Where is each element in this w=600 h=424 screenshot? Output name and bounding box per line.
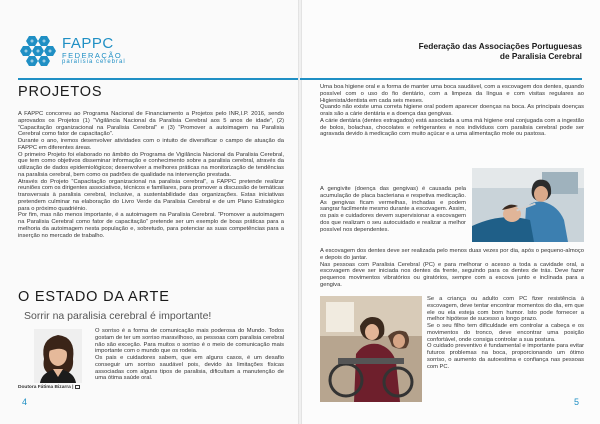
right-mid-text: [320, 186, 466, 233]
projetos-paragraph: Através do Projeto “Capacitação organizacional na paralisia cerebral”, a FAPPC pretende realizar reuniões com os dirigentes associativos, técnicos e familiares, para promover a discussão de temáticas transversais à paralisia cerebral, inclusive, a sustentabilidade das organizações. Estas iniciativas pretendem culminar na elaboração do Livro Verde da Paralisia Cerebral e de um Plano Estratégico para o próximo quadriénio.: [18, 178, 284, 212]
header-rule-left: [18, 78, 300, 80]
right-wide-text: [320, 248, 584, 289]
right-paragraph: O cuidado preventivo é fundamental e importante para evitar futuros problemas na boca, proporcionando um ótimo sorriso, o aumento da autoestima e confiança nas pessoas com PC.: [427, 343, 584, 370]
hexagon-logo-icon: [18, 34, 60, 70]
right-paragraph: Se o seu filho tem dificuldade em controlar a cabeça e os movimentos do tronco, deve encontrar uma posição confortável, onde consiga controlar a sua postura.: [427, 323, 584, 343]
estado-paragraph: Os pais e cuidadores sabem, que em alguns casos, é um desafio conseguir um sorriso saudável pois, devido às limitações físicas associadas com alguns tipos de paralisia, dificultam a manutenção de uma ótima saúde oral.: [95, 355, 284, 382]
projetos-heading: PROJETOS: [18, 84, 103, 100]
estado-subheading: Sorrir na paralisia cerebral é importante!: [24, 310, 212, 322]
estado-heading: O ESTADO DA ARTE: [18, 289, 170, 305]
right-paragraph: Uma boa higiene oral e a forma de manter uma boca saudável, com a escovagem dos dentes, quando possível com o uso do fio dentário, com a limpeza da língua e com visitas regulares ao Higienista/dentista em cada seis meses.: [320, 84, 584, 104]
author-caption: [18, 385, 80, 390]
projetos-paragraph: A FAPPC concorreu ao Programa Nacional de Financiamento a Projetos pelo INR,I.P. 2016, sendo aprovados os Projetos (1) “Vigilância Nacional da Paralisia Cerebral aos 5 anos de idade”, (2) “Capacitação organizacional na Paralisia Cerebral” e (3) “Promover a autoimagem na Paralisia Cerebral como fator de capacitação”.: [18, 111, 284, 138]
page-number-left: 4: [22, 397, 28, 407]
projetos-paragraph: Durante o ano, iremos desenvolver atividades com o intuito de diversificar o campo de atuação da FAPPC em diferentes áreas.: [18, 138, 284, 151]
page-number-right: 5: [574, 397, 580, 407]
projetos-paragraph: Por fim, mas não menos importante, é a autoimagem na Paralisia Cerebral. “Promover a autoimagem na Paralisia Cerebral como fator de capacitação” pretende ser um exemplo de boas práticas para a melhoria da autoimagem nesta população e, sobretudo, para potenciar as suas competências para a inserção no mercado de trabalho.: [18, 212, 284, 239]
right-paragraph: A escovagem dos dentes deve ser realizada pelo menos duas vezes por dia, após o pequeno-almoço e depois do jantar.: [320, 248, 584, 261]
right-paragraph: A cárie dentária (dentes estragados) está associada a uma má higiene oral conjugada com a ingestão de bolos, bolachas, chocolates e refrigerantes e nos indivíduos com paralisia cerebral pode ser agravada devido à medicação com muito açúcar e a uma alimentação mole ou pastosa.: [320, 117, 584, 138]
header-rule-right: [300, 78, 582, 80]
federation-line1: Federação das Associações Portuguesas: [418, 41, 582, 51]
right-low-text: [427, 296, 584, 370]
dentist-photo: [472, 168, 584, 242]
estado-paragraph: O sorriso é a forma de comunicação mais poderosa do Mundo. Todos gostam de ter um sorriso maravilhoso, as pessoas com paralisia cerebral não são exceção. Para muitos o sorriso é o meio de comunicação mais importante com o mundo que os rodeia.: [95, 328, 284, 355]
right-paragraph: Nas pessoas com Paralisia Cerebral (PC) e para melhorar o acesso a toda a cavidade oral, a escovagem deve ser iniciada nos dentes da frente, seguindo para os dentes de trás. Deve fazer pequenos movimentos vibratórios ou giratórios, sempre com a escova junto e inclinada para a gengiva.: [320, 261, 584, 288]
wheelchair-photo: [320, 296, 422, 402]
logo-name: FAPPC: [62, 35, 114, 52]
fappc-logo: [18, 34, 168, 70]
projetos-text: [18, 111, 284, 239]
right-top-text: [320, 84, 584, 138]
federation-line2: de Paralisia Cerebral: [499, 51, 582, 61]
right-paragraph: Se a criança ou adulto com PC fizer resistência à escovagem, deve tentar encontrar momentos do dia, em que ele ou ela esteja com bom humor. Isto pode fornecer a melhor hipótese de sucesso a longo prazo.: [427, 296, 584, 323]
mail-icon: [75, 385, 80, 389]
projetos-paragraph: O primeiro Projeto foi elaborado no âmbito do Programa de Vigilância Nacional da Paralisia Cerebral, que tem como objetivos disseminar informação e conhecimento sobre a paralisia cerebral, através da utilização de dados epidemiológicos; desenvolver a melhores práticas na monitorização de tendências na paralisia cerebral, bem como os padrões de qualidade na intervenção prestada.: [18, 151, 284, 178]
gengivite-paragraph: A gengivite (doença das gengivas) é causada pela acumulação de placa bacteriana e respetiva medicação. As gengivas ficam vermelhas, inchadas e podem sangrar facilmente mesmo durante a escovagem. Assim, os pais e cuidadores devem supervisionar a escovagem dos que realizam o seu autocuidado e realizar a melhor possível nos dependentes.: [320, 186, 466, 233]
federation-title: [419, 41, 582, 61]
author-photo: [34, 329, 82, 383]
right-paragraph: Quando não existe uma correta higiene oral podem aparecer doenças na boca. As principais doenças orais são a cárie dentária e a doença das gengivas.: [320, 104, 584, 117]
estado-text: [95, 328, 284, 382]
author-name: Doutora Fátima Bizarra |: [18, 385, 75, 391]
logo-line2: paralisia cerebral: [62, 59, 126, 65]
logo-line1: FEDERAÇÃO: [62, 51, 123, 60]
